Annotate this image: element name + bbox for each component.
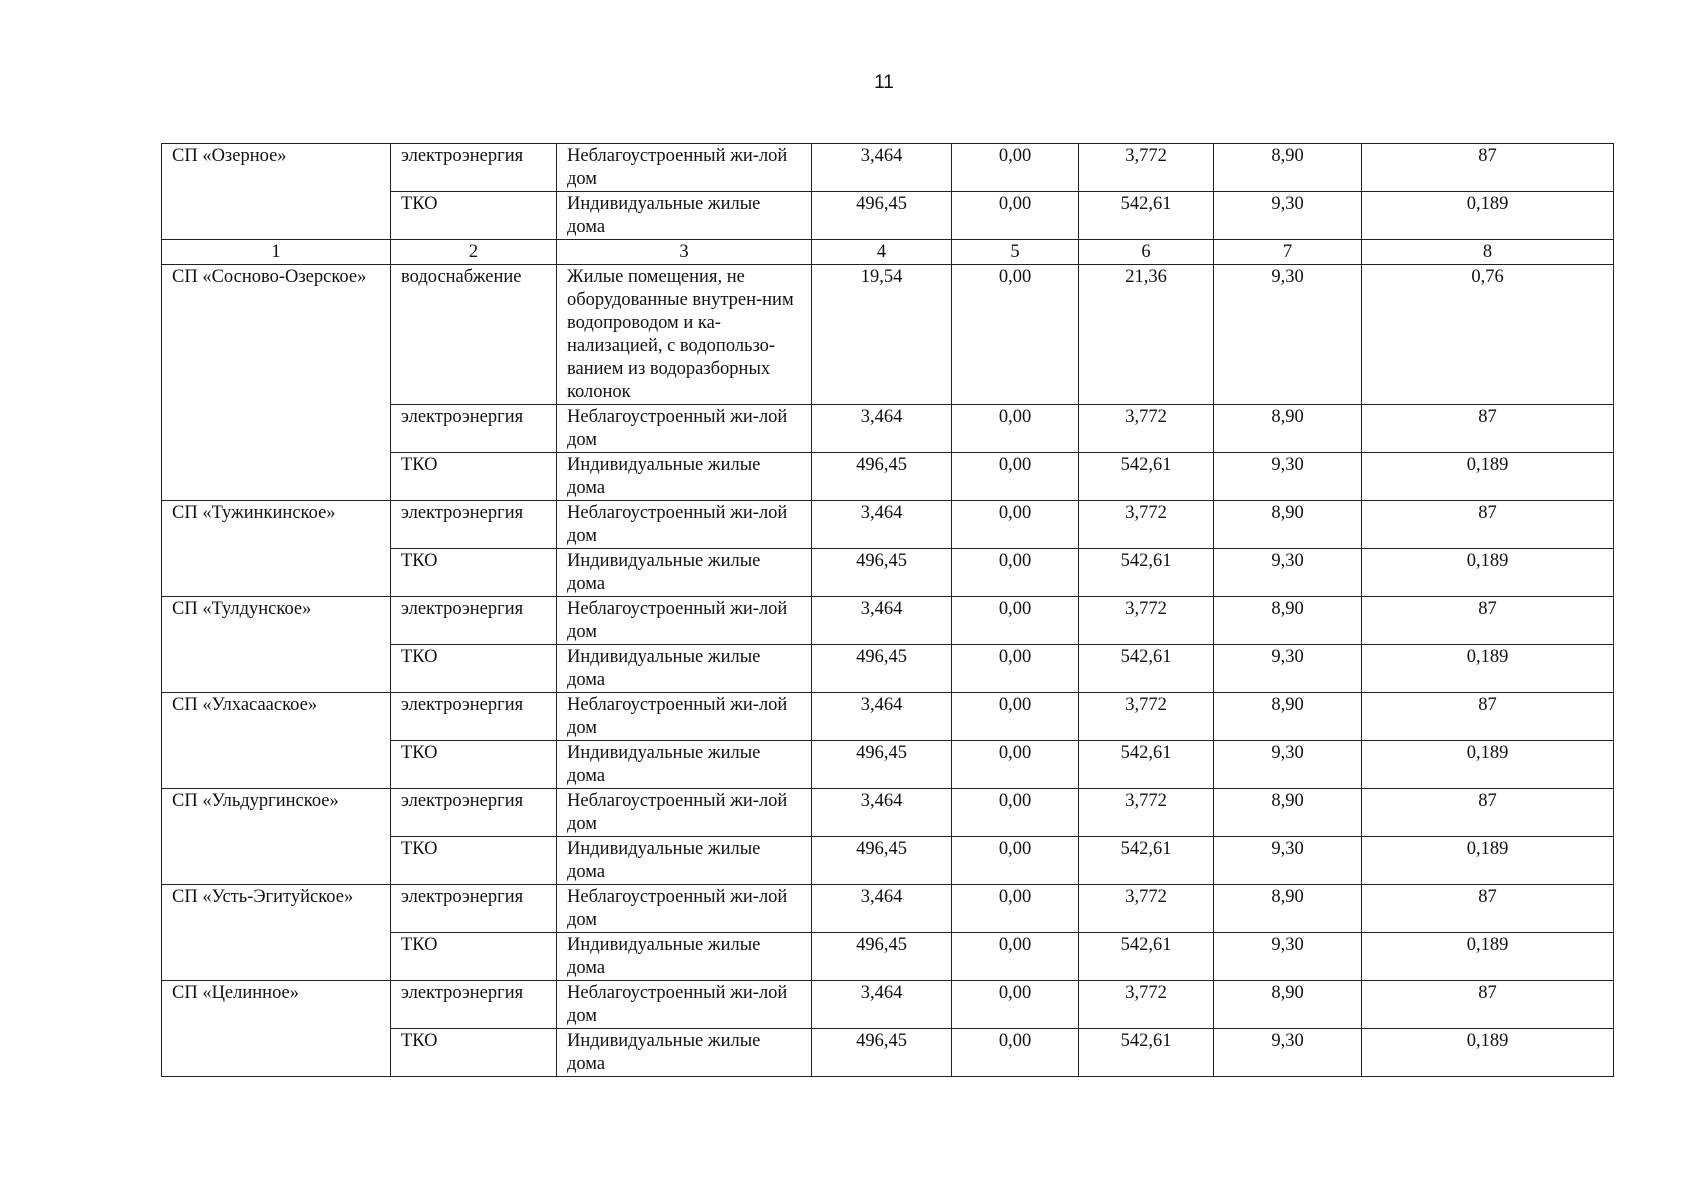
value-cell-8: 0,76 [1362, 265, 1614, 405]
service-cell: электроэнергия [391, 693, 557, 741]
settlement-cell: СП «Усть-Эгитуйское» [162, 885, 391, 981]
value-cell-5: 0,00 [952, 453, 1079, 501]
category-cell: Индивидуальные жилые дома [557, 192, 812, 240]
settlement-cell: СП «Целинное» [162, 981, 391, 1077]
table-row [162, 597, 1614, 645]
value-cell-6: 542,61 [1079, 933, 1214, 981]
value-cell-7: 9,30 [1214, 1029, 1362, 1077]
value-cell-6: 3,772 [1079, 693, 1214, 741]
category-cell: Неблагоустроенный жи-лой дом [557, 501, 812, 549]
value-cell-8: 0,189 [1362, 453, 1614, 501]
value-cell-8: 0,189 [1362, 192, 1614, 240]
value-cell-8: 87 [1362, 789, 1614, 837]
value-cell-6: 3,772 [1079, 597, 1214, 645]
value-cell-4: 3,464 [812, 981, 952, 1029]
service-cell: ТКО [391, 549, 557, 597]
settlement-cell: СП «Тужинкинское» [162, 501, 391, 597]
value-cell-8: 87 [1362, 693, 1614, 741]
value-cell-6: 3,772 [1079, 981, 1214, 1029]
settlement-cell: СП «Ульдургинское» [162, 789, 391, 885]
value-cell-5: 0,00 [952, 981, 1079, 1029]
category-cell: Неблагоустроенный жи-лой дом [557, 597, 812, 645]
value-cell-4: 3,464 [812, 144, 952, 192]
value-cell-6: 3,772 [1079, 405, 1214, 453]
value-cell-8: 87 [1362, 405, 1614, 453]
column-number: 1 [162, 240, 391, 265]
service-cell: электроэнергия [391, 144, 557, 192]
settlement-cell: СП «Улхасаaское» [162, 693, 391, 789]
value-cell-5: 0,00 [952, 645, 1079, 693]
table-row [162, 144, 1614, 192]
column-number: 7 [1214, 240, 1362, 265]
value-cell-5: 0,00 [952, 741, 1079, 789]
value-cell-7: 8,90 [1214, 501, 1362, 549]
service-cell: электроэнергия [391, 789, 557, 837]
value-cell-8: 0,189 [1362, 741, 1614, 789]
column-number: 2 [391, 240, 557, 265]
value-cell-5: 0,00 [952, 597, 1079, 645]
value-cell-6: 3,772 [1079, 789, 1214, 837]
service-cell: ТКО [391, 1029, 557, 1077]
value-cell-7: 8,90 [1214, 405, 1362, 453]
table-row [162, 265, 1614, 405]
settlement-cell: СП «Тулдунское» [162, 597, 391, 693]
value-cell-5: 0,00 [952, 265, 1079, 405]
service-cell: электроэнергия [391, 501, 557, 549]
value-cell-4: 496,45 [812, 192, 952, 240]
value-cell-5: 0,00 [952, 837, 1079, 885]
value-cell-7: 8,90 [1214, 885, 1362, 933]
value-cell-4: 19,54 [812, 265, 952, 405]
column-number: 5 [952, 240, 1079, 265]
value-cell-6: 542,61 [1079, 837, 1214, 885]
value-cell-7: 9,30 [1214, 837, 1362, 885]
value-cell-4: 3,464 [812, 597, 952, 645]
category-cell: Индивидуальные жилые дома [557, 933, 812, 981]
service-cell: электроэнергия [391, 597, 557, 645]
service-cell: ТКО [391, 453, 557, 501]
category-cell: Неблагоустроенный жи-лой дом [557, 144, 812, 192]
value-cell-5: 0,00 [952, 405, 1079, 453]
value-cell-5: 0,00 [952, 192, 1079, 240]
category-cell: Неблагоустроенный жи-лой дом [557, 405, 812, 453]
value-cell-7: 8,90 [1214, 597, 1362, 645]
value-cell-8: 87 [1362, 144, 1614, 192]
value-cell-4: 3,464 [812, 501, 952, 549]
service-cell: электроэнергия [391, 981, 557, 1029]
value-cell-5: 0,00 [952, 885, 1079, 933]
tariff-table [161, 143, 1614, 1077]
value-cell-5: 0,00 [952, 549, 1079, 597]
category-cell: Индивидуальные жилые дома [557, 453, 812, 501]
value-cell-7: 9,30 [1214, 741, 1362, 789]
value-cell-7: 8,90 [1214, 789, 1362, 837]
value-cell-7: 9,30 [1214, 933, 1362, 981]
value-cell-8: 0,189 [1362, 549, 1614, 597]
value-cell-8: 0,189 [1362, 837, 1614, 885]
category-cell: Индивидуальные жилые дома [557, 645, 812, 693]
value-cell-6: 542,61 [1079, 741, 1214, 789]
value-cell-4: 3,464 [812, 789, 952, 837]
settlement-cell: СП «Озерное» [162, 144, 391, 240]
value-cell-4: 496,45 [812, 453, 952, 501]
value-cell-6: 3,772 [1079, 501, 1214, 549]
value-cell-8: 87 [1362, 597, 1614, 645]
value-cell-8: 87 [1362, 501, 1614, 549]
value-cell-5: 0,00 [952, 693, 1079, 741]
value-cell-8: 0,189 [1362, 1029, 1614, 1077]
value-cell-4: 496,45 [812, 645, 952, 693]
value-cell-5: 0,00 [952, 1029, 1079, 1077]
value-cell-4: 3,464 [812, 885, 952, 933]
table-row [162, 789, 1614, 837]
value-cell-4: 496,45 [812, 1029, 952, 1077]
value-cell-8: 87 [1362, 885, 1614, 933]
value-cell-7: 8,90 [1214, 693, 1362, 741]
service-cell: ТКО [391, 192, 557, 240]
page-number: 11 [874, 72, 894, 93]
service-cell: ТКО [391, 645, 557, 693]
value-cell-6: 542,61 [1079, 645, 1214, 693]
category-cell: Индивидуальные жилые дома [557, 1029, 812, 1077]
value-cell-4: 496,45 [812, 549, 952, 597]
value-cell-7: 9,30 [1214, 453, 1362, 501]
service-cell: ТКО [391, 933, 557, 981]
value-cell-6: 542,61 [1079, 453, 1214, 501]
value-cell-6: 542,61 [1079, 1029, 1214, 1077]
category-cell: Неблагоустроенный жи-лой дом [557, 789, 812, 837]
value-cell-7: 9,30 [1214, 265, 1362, 405]
category-cell: Индивидуальные жилые дома [557, 741, 812, 789]
category-cell: Индивидуальные жилые дома [557, 549, 812, 597]
value-cell-8: 0,189 [1362, 645, 1614, 693]
value-cell-7: 9,30 [1214, 645, 1362, 693]
service-cell: ТКО [391, 741, 557, 789]
category-cell: Неблагоустроенный жи-лой дом [557, 885, 812, 933]
value-cell-6: 3,772 [1079, 144, 1214, 192]
service-cell: ТКО [391, 837, 557, 885]
value-cell-6: 542,61 [1079, 192, 1214, 240]
value-cell-6: 21,36 [1079, 265, 1214, 405]
table-row [162, 885, 1614, 933]
value-cell-4: 496,45 [812, 933, 952, 981]
value-cell-4: 3,464 [812, 693, 952, 741]
category-cell: Жилые помещения, не оборудованные внутрен-ним водопроводом и ка-нализацией, с водопользо-ванием из водоразборных колонок [557, 265, 812, 405]
category-cell: Неблагоустроенный жи-лой дом [557, 693, 812, 741]
service-cell: электроэнергия [391, 885, 557, 933]
column-number: 3 [557, 240, 812, 265]
value-cell-4: 496,45 [812, 741, 952, 789]
column-number: 8 [1362, 240, 1614, 265]
value-cell-4: 496,45 [812, 837, 952, 885]
category-cell: Неблагоустроенный жи-лой дом [557, 981, 812, 1029]
value-cell-5: 0,00 [952, 933, 1079, 981]
table-body [162, 144, 1614, 1077]
column-number: 4 [812, 240, 952, 265]
service-cell: водоснабжение [391, 265, 557, 405]
value-cell-7: 9,30 [1214, 192, 1362, 240]
value-cell-4: 3,464 [812, 405, 952, 453]
settlement-cell: СП «Сосново-Озерское» [162, 265, 391, 501]
column-number: 6 [1079, 240, 1214, 265]
value-cell-7: 8,90 [1214, 144, 1362, 192]
service-cell: электроэнергия [391, 405, 557, 453]
value-cell-6: 542,61 [1079, 549, 1214, 597]
column-number-row [162, 240, 1614, 265]
value-cell-6: 3,772 [1079, 885, 1214, 933]
value-cell-5: 0,00 [952, 144, 1079, 192]
value-cell-7: 8,90 [1214, 981, 1362, 1029]
table-row [162, 693, 1614, 741]
value-cell-8: 87 [1362, 981, 1614, 1029]
value-cell-5: 0,00 [952, 789, 1079, 837]
table-row [162, 501, 1614, 549]
value-cell-7: 9,30 [1214, 549, 1362, 597]
value-cell-5: 0,00 [952, 501, 1079, 549]
category-cell: Индивидуальные жилые дома [557, 837, 812, 885]
value-cell-8: 0,189 [1362, 933, 1614, 981]
table-row [162, 981, 1614, 1029]
